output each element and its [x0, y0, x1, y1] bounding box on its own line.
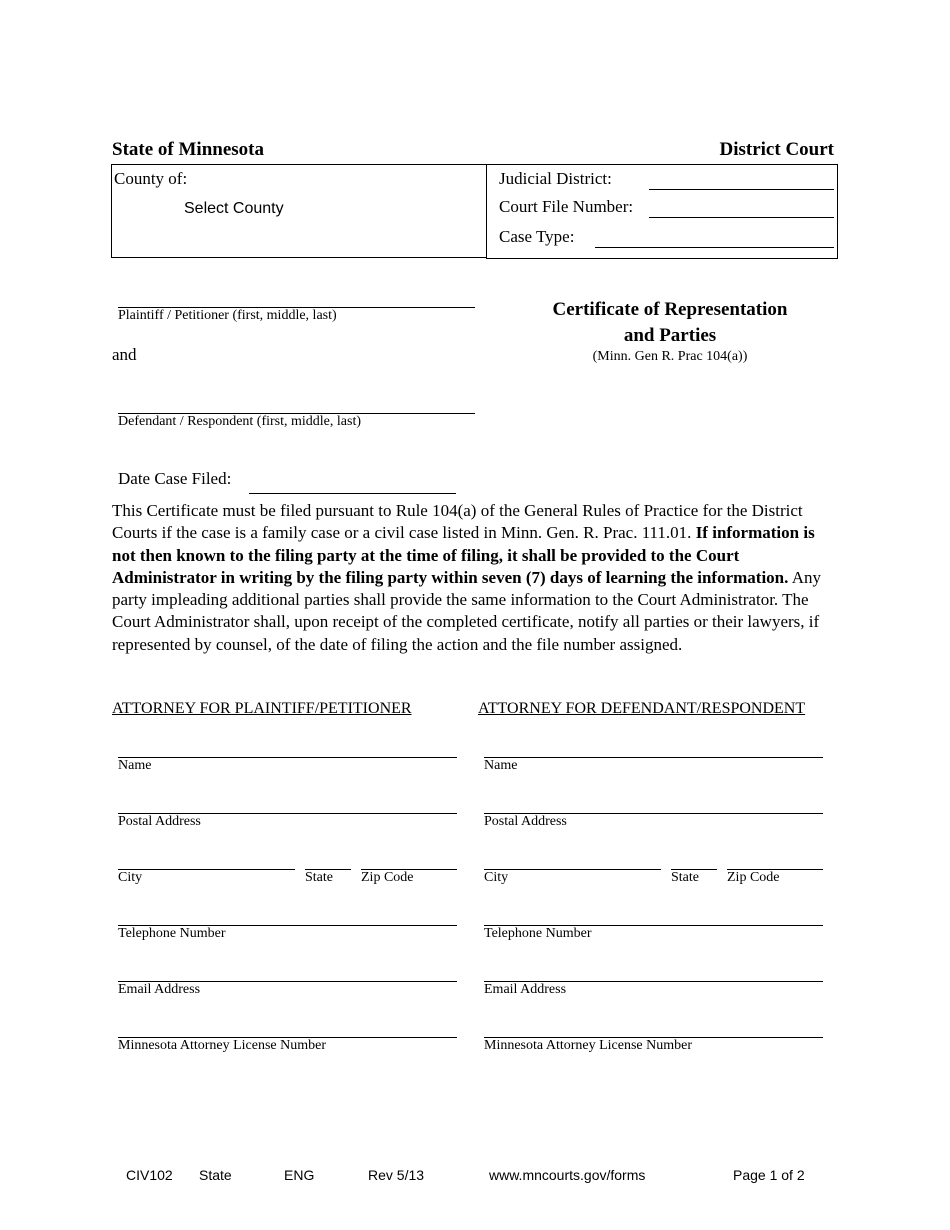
- defendant-attorney-postal-label: Postal Address: [484, 814, 567, 829]
- county-box: [111, 164, 487, 258]
- plaintiff-attorney-name-label: Name: [118, 758, 152, 773]
- court-file-number-label: Court File Number:: [499, 197, 634, 216]
- instructions-bold: If information is not then known to the filing party at the time of filing, it shall be provided to the Court Administrator in writing by the filing party within seven (7) days of learning the information.: [112, 523, 815, 587]
- defendant-attorney-city-label: City: [484, 870, 509, 885]
- district-box: [486, 164, 838, 259]
- date-case-filed-label: Date Case Filed:: [118, 469, 232, 488]
- defendant-attorney-name-field[interactable]: [484, 757, 823, 758]
- defendant-attorney-zip-label: Zip Code: [727, 870, 780, 885]
- judicial-district-field[interactable]: [649, 189, 834, 190]
- certificate-title-line1: Certificate of Representation: [552, 299, 788, 320]
- instructions-paragraph: [112, 500, 842, 656]
- court-file-number-field[interactable]: [649, 217, 834, 218]
- defendant-label: Defendant / Respondent (first, middle, last): [118, 414, 361, 429]
- footer-language: ENG: [284, 1167, 315, 1183]
- footer-revision: Rev 5/13: [368, 1167, 425, 1183]
- plaintiff-attorney-city-label: City: [118, 870, 143, 885]
- footer-scope: State: [199, 1167, 232, 1183]
- judicial-district-label: Judicial District:: [499, 169, 612, 188]
- court-heading: District Court: [719, 139, 834, 160]
- footer-page-number: Page 1 of 2: [733, 1167, 805, 1183]
- case-type-field[interactable]: [595, 247, 834, 248]
- plaintiff-attorney-phone-label: Telephone Number: [118, 926, 226, 941]
- plaintiff-label: Plaintiff / Petitioner (first, middle, last): [118, 308, 337, 323]
- plaintiff-attorney-postal-label: Postal Address: [118, 814, 201, 829]
- defendant-attorney-license-label: Minnesota Attorney License Number: [484, 1038, 693, 1053]
- defendant-attorney-state-label: State: [671, 870, 699, 885]
- plaintiff-attorney-license-label: Minnesota Attorney License Number: [118, 1038, 327, 1053]
- plaintiff-attorney-zip-label: Zip Code: [361, 870, 414, 885]
- defendant-attorney-city-field[interactable]: [484, 869, 661, 870]
- county-label: County of:: [114, 169, 188, 188]
- footer-url[interactable]: www.mncourts.gov/forms: [489, 1167, 646, 1183]
- defendant-attorney-phone-label: Telephone Number: [484, 926, 592, 941]
- plaintiff-attorney-email-label: Email Address: [118, 982, 201, 997]
- case-type-label: Case Type:: [499, 227, 575, 246]
- certificate-title-line2: and Parties: [623, 325, 717, 346]
- and-text: and: [112, 345, 137, 364]
- defendant-attorney-name-label: Name: [484, 758, 518, 773]
- certificate-subtitle: (Minn. Gen R. Prac 104(a)): [592, 349, 748, 364]
- certificate-title: [500, 297, 840, 349]
- plaintiff-attorney-state-label: State: [305, 870, 333, 885]
- attorney-plaintiff-heading: ATTORNEY FOR PLAINTIFF/PETITIONER: [112, 700, 412, 717]
- date-case-filed-field[interactable]: [249, 493, 456, 494]
- plaintiff-attorney-city-field[interactable]: [118, 869, 295, 870]
- state-heading: State of Minnesota: [112, 139, 264, 160]
- footer-form-code: CIV102: [126, 1167, 173, 1183]
- plaintiff-attorney-name-field[interactable]: [118, 757, 457, 758]
- instructions-part3: Any party impleading additional parties shall provide the same information to the Court Administrator. The Court Administrator shall, upon receipt of the completed certificate, notify all parties or their lawyers, if represented by counsel, of the date of filing the action and the file number assigned.: [112, 567, 821, 654]
- instructions-part1: This Certificate must be filed pursuant to Rule 104(a) of the General Rules of Practice for the District Courts if the case is a family case or a civil case listed in Minn. Gen. R. Prac. 111.01.: [112, 501, 803, 543]
- county-select[interactable]: Select County: [184, 200, 284, 217]
- defendant-attorney-email-label: Email Address: [484, 982, 567, 997]
- attorney-defendant-heading: ATTORNEY FOR DEFENDANT/RESPONDENT: [478, 700, 806, 717]
